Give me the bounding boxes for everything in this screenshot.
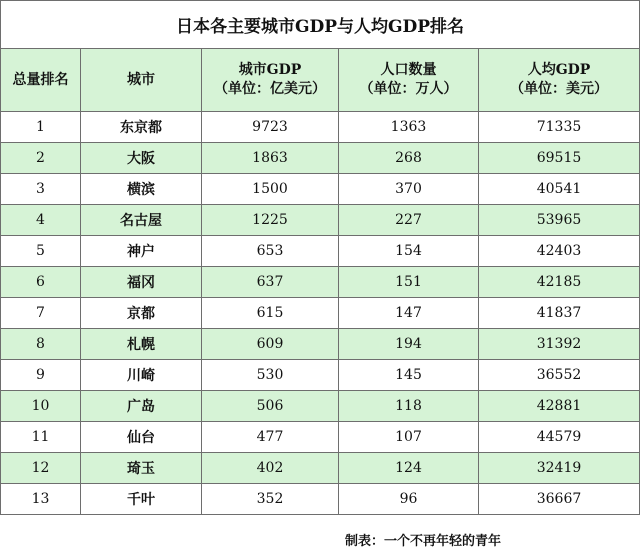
cell-city: 神户 — [81, 236, 202, 267]
cell-population: 194 — [339, 329, 479, 360]
table-row — [1, 391, 640, 422]
footer-credit: 制表：一个不再年轻的青年 — [345, 534, 502, 549]
cell-city: 仙台 — [81, 422, 202, 453]
cell-gdp: 402 — [202, 453, 339, 484]
table-row — [1, 143, 640, 174]
cell-gdp: 9723 — [202, 112, 339, 143]
cell-city: 大阪 — [81, 143, 202, 174]
cell-population: 145 — [339, 360, 479, 391]
table-row — [1, 360, 640, 391]
cell-per-capita-gdp: 71335 — [479, 112, 640, 143]
cell-population: 268 — [339, 143, 479, 174]
cell-population: 151 — [339, 267, 479, 298]
cell-gdp: 615 — [202, 298, 339, 329]
table-title: 日本各主要城市GDP与人均GDP排名 — [1, 1, 640, 49]
table-row — [1, 174, 640, 205]
cell-rank: 1 — [1, 112, 81, 143]
cell-rank: 12 — [1, 453, 81, 484]
cell-gdp: 653 — [202, 236, 339, 267]
cell-per-capita-gdp: 32419 — [479, 453, 640, 484]
header-city: 城市 — [81, 49, 202, 112]
cell-population: 370 — [339, 174, 479, 205]
cell-rank: 6 — [1, 267, 81, 298]
cell-rank: 10 — [1, 391, 81, 422]
cell-rank: 5 — [1, 236, 81, 267]
table-row — [1, 298, 640, 329]
cell-city: 札幌 — [81, 329, 202, 360]
cell-gdp: 530 — [202, 360, 339, 391]
cell-per-capita-gdp: 44579 — [479, 422, 640, 453]
cell-per-capita-gdp: 69515 — [479, 143, 640, 174]
cell-city: 京都 — [81, 298, 202, 329]
cell-city: 琦玉 — [81, 453, 202, 484]
table-row — [1, 422, 640, 453]
cell-gdp: 1863 — [202, 143, 339, 174]
cell-per-capita-gdp: 36667 — [479, 484, 640, 515]
cell-city: 东京都 — [81, 112, 202, 143]
cell-per-capita-gdp: 36552 — [479, 360, 640, 391]
cell-population: 154 — [339, 236, 479, 267]
table-row — [1, 236, 640, 267]
header-population: 人口数量 （单位：万人） — [339, 49, 479, 112]
header-gdp: 城市GDP （单位：亿美元） — [202, 49, 339, 112]
cell-rank: 8 — [1, 329, 81, 360]
table-row — [1, 453, 640, 484]
cell-gdp: 609 — [202, 329, 339, 360]
cell-per-capita-gdp: 31392 — [479, 329, 640, 360]
cell-rank: 2 — [1, 143, 81, 174]
cell-per-capita-gdp: 42185 — [479, 267, 640, 298]
cell-population: 118 — [339, 391, 479, 422]
cell-city: 横滨 — [81, 174, 202, 205]
cell-rank: 3 — [1, 174, 81, 205]
cell-rank: 11 — [1, 422, 81, 453]
table-row — [1, 329, 640, 360]
cell-city: 福冈 — [81, 267, 202, 298]
cell-gdp: 477 — [202, 422, 339, 453]
cell-population: 124 — [339, 453, 479, 484]
header-rank: 总量排名 — [1, 49, 81, 112]
cell-gdp: 1500 — [202, 174, 339, 205]
table-row — [1, 484, 640, 515]
cell-population: 227 — [339, 205, 479, 236]
table-row — [1, 112, 640, 143]
cell-per-capita-gdp: 40541 — [479, 174, 640, 205]
table-row — [1, 205, 640, 236]
cell-per-capita-gdp: 53965 — [479, 205, 640, 236]
cell-rank: 9 — [1, 360, 81, 391]
header-per-capita-gdp: 人均GDP （单位：美元） — [479, 49, 640, 112]
cell-per-capita-gdp: 41837 — [479, 298, 640, 329]
header-row — [1, 49, 640, 112]
cell-rank: 7 — [1, 298, 81, 329]
cell-rank: 4 — [1, 205, 81, 236]
cell-rank: 13 — [1, 484, 81, 515]
cell-gdp: 637 — [202, 267, 339, 298]
cell-gdp: 1225 — [202, 205, 339, 236]
table-body — [1, 112, 640, 515]
cell-city: 广岛 — [81, 391, 202, 422]
cell-city: 名古屋 — [81, 205, 202, 236]
table-row — [1, 267, 640, 298]
cell-population: 96 — [339, 484, 479, 515]
cell-population: 1363 — [339, 112, 479, 143]
cell-per-capita-gdp: 42403 — [479, 236, 640, 267]
cell-gdp: 506 — [202, 391, 339, 422]
cell-gdp: 352 — [202, 484, 339, 515]
cell-population: 107 — [339, 422, 479, 453]
cell-city: 千叶 — [81, 484, 202, 515]
cell-population: 147 — [339, 298, 479, 329]
cell-city: 川崎 — [81, 360, 202, 391]
cell-per-capita-gdp: 42881 — [479, 391, 640, 422]
